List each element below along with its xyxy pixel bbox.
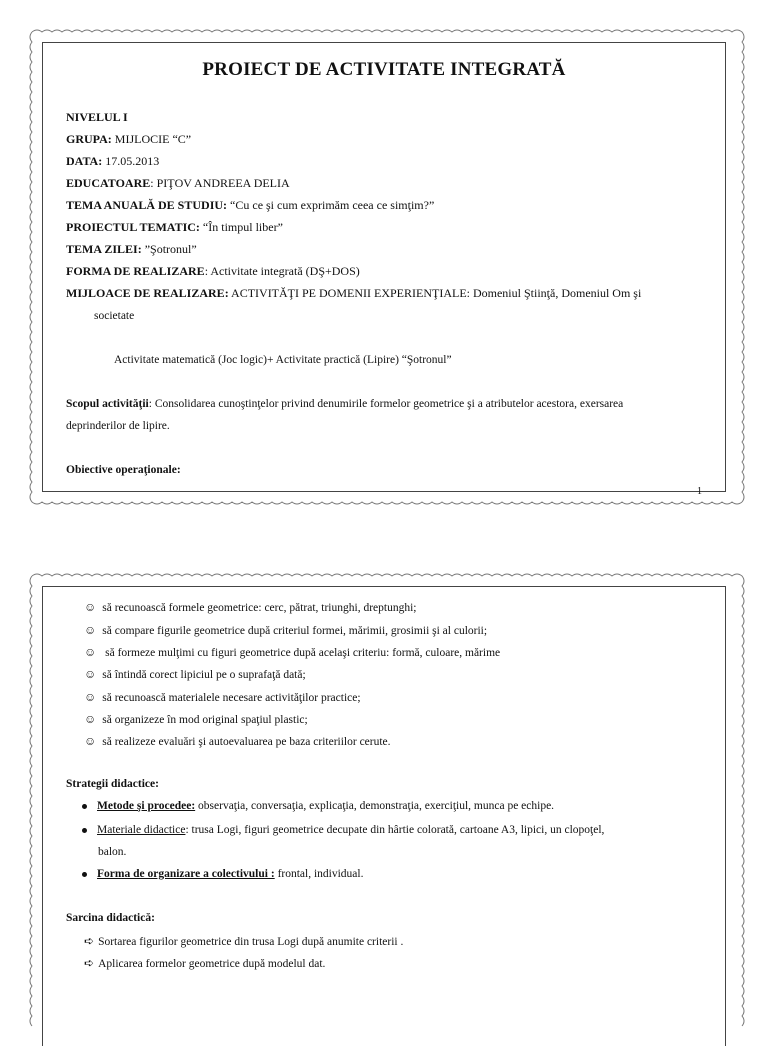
task-item: ➪ Sortarea figurilor geometrice din trusa Logi după anumite criterii . (84, 934, 404, 948)
objective-item: ☺ să realizeze evaluări şi autoevaluarea pe baza criteriilor cerute. (84, 734, 391, 748)
field-day-theme: TEMA ZILEI: ”Şotronul” (66, 242, 197, 256)
strategies-heading: Strategii didactice: (66, 778, 159, 790)
smiley-icon: ☺ (84, 645, 97, 659)
field-educator: EDUCATOARE: PIŢOV ANDREEA DELIA (66, 176, 290, 190)
smiley-icon: ☺ (84, 712, 97, 726)
objectives-heading: Obiective operaţionale: (66, 464, 181, 476)
document-page-1 (22, 22, 746, 512)
strategy-item: Materiale didactice: trusa Logi, figuri geometrice decupate din hârtie colorată, cartoane A3, lipici, un clopoţel, (82, 824, 604, 836)
field-means-continued: societate (94, 310, 135, 322)
field-form: FORMA DE REALIZARE: Activitate integrată (DŞ+DOS) (66, 264, 360, 278)
task-heading: Sarcina didactică: (66, 912, 155, 924)
smiley-icon: ☺ (84, 734, 97, 748)
objective-item: ☺ să recunoască formele geometrice: cerc, pătrat, triunghi, dreptunghi; (84, 600, 417, 614)
smiley-icon: ☺ (84, 690, 97, 704)
activity-line: Activitate matematică (Joc logic)+ Activitate practică (Lipire) “Şotronul” (114, 354, 452, 366)
bullet-icon (82, 828, 87, 833)
objective-item: ☺ să recunoască materialele necesare activităţilor practice; (84, 690, 361, 704)
field-date: DATA: 17.05.2013 (66, 154, 160, 168)
bullet-icon (82, 872, 87, 877)
objective-item: ☺ să formeze mulţimi cu figuri geometrice după acelaşi criteriu: formă, culoare, mărime (84, 645, 501, 659)
objective-item: ☺ să compare figurile geometrice după criteriul formei, mărimii, grosimii şi al culorii; (84, 623, 488, 637)
strategy-item-continued: balon. (98, 846, 127, 858)
smiley-icon: ☺ (84, 600, 97, 614)
field-annual-theme: TEMA ANUALĂ DE STUDIU: “Cu ce şi cum exprimăm ceea ce simţim?” (66, 198, 435, 212)
objective-item: ☺ să întindă corect lipiciul pe o suprafaţă dată; (84, 667, 306, 681)
document-page-2 (22, 566, 746, 1036)
task-item: ➪ Aplicarea formelor geometrice după modelul dat. (84, 956, 326, 970)
strategy-item: Metode şi procedee: observaţia, conversaţia, explicaţia, demonstraţia, exerciţiul, munca pe echipe. (82, 800, 554, 812)
strategy-item: Forma de organizare a colectivului : frontal, individual. (82, 868, 363, 880)
arrow-icon: ➪ (84, 956, 95, 970)
bullet-icon (82, 804, 87, 809)
objective-item: ☺ să organizeze în mod original spaţiul plastic; (84, 712, 308, 726)
arrow-icon: ➪ (84, 934, 95, 948)
document-title: PROIECT DE ACTIVITATE INTEGRATĂ (202, 59, 566, 80)
page-number: 1 (697, 486, 702, 497)
field-means: MIJLOACE DE REALIZARE: ACTIVITĂŢI PE DOMENII EXPERIENŢIALE: Domeniul Ştiinţă, Domeniul Om şi (66, 286, 642, 300)
field-thematic-project: PROIECTUL TEMATIC: “În timpul liber” (66, 220, 283, 234)
field-level: NIVELUL I (66, 110, 128, 124)
scope: Scopul activităţii: Consolidarea cunoştinţelor privind denumirile formelor geometrice şi a atributelor acestora, exersarea (66, 398, 624, 410)
smiley-icon: ☺ (84, 667, 97, 681)
smiley-icon: ☺ (84, 623, 97, 637)
field-group: GRUPA: MIJLOCIE “C” (66, 132, 192, 146)
scope-continued: deprinderilor de lipire. (66, 420, 170, 432)
